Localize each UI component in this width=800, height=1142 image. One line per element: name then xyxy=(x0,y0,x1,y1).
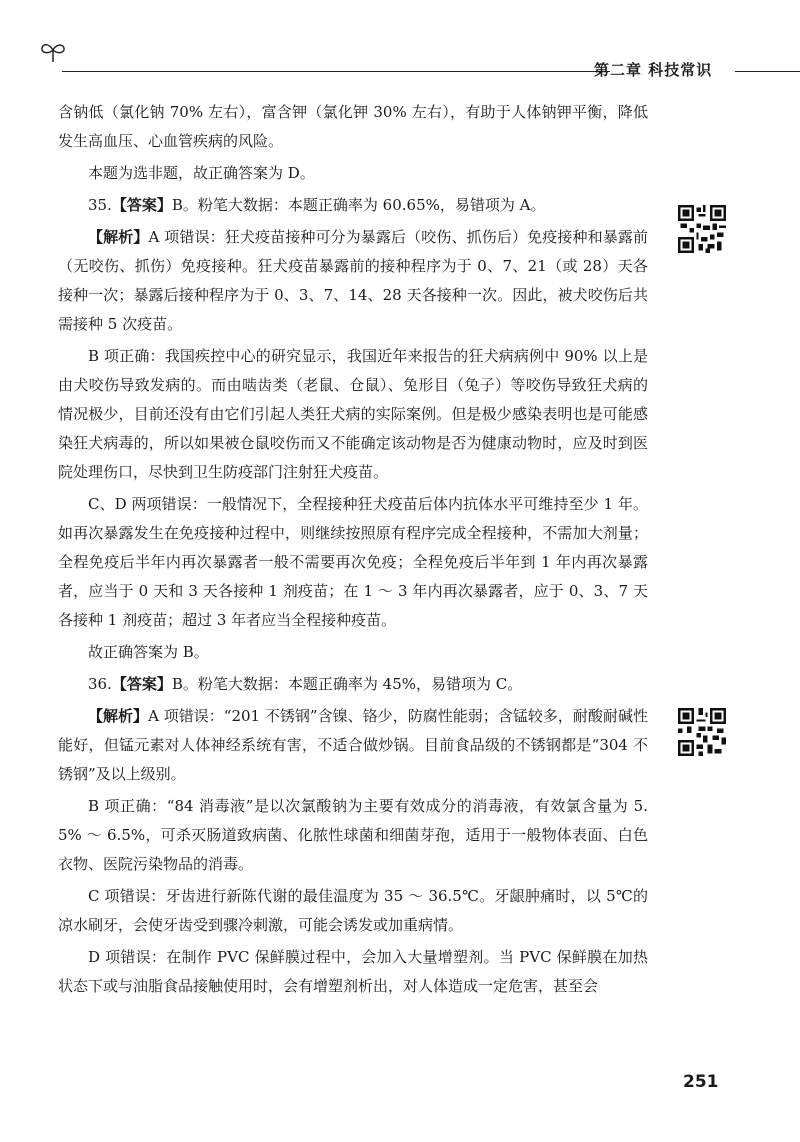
analysis-36-a: 【解析】A 项错误：“201 不锈钢”含镍、铬少，防腐性能弱；含锰较多，耐酸耐碱性能好，但锰元素对人体神经系统有害，不适合做炒锅。目前食品级的不锈钢都是“304 不锈钢”及以上级别。 xyxy=(58,707,648,783)
qr-code-icon[interactable] xyxy=(678,708,726,756)
sprout-icon xyxy=(38,40,68,64)
paragraph: 本题为选非题，故正确答案为 D。 xyxy=(88,164,315,182)
analysis-35-cd: C、D 两项错误：一般情况下，全程接种狂犬疫苗后体内抗体水平可维持至少 1 年。如再次暴露发生在免疫接种过程中，则继续按照原有程序完成全程接种，不需加大剂量；全程免疫后半年内再次暴露者一般不需要再次免疫；全程免疫后半年到 1 年内再次暴露者，应当于 0 天和 3 天各接种 1 剂疫苗；在 1 ～ 3 年内再次暴露者，应于 0、3、7 天各接种 1 剂疫苗；超过 3 年者应当全程接种疫苗。 xyxy=(58,495,648,629)
answer-35: 35.【答案】B。粉笔大数据：本题正确率为 60.65%，易错项为 A。 xyxy=(88,196,546,214)
header-rule-left xyxy=(62,71,610,72)
section-tag: 【解析】 xyxy=(88,228,149,246)
paragraph: 含钠低（氯化钠 70% 左右），富含钾（氯化钾 30% 左右），有助于人体钠钾平衡，降低发生高血压、心血管疾病的风险。 xyxy=(58,103,648,150)
analysis-36-c: C 项错误：牙齿进行新陈代谢的最佳温度为 35 ～ 36.5℃。牙龈肿痛时，以 5℃的凉水刷牙，会使牙齿受到骤冷刺激，可能会诱发或加重病情。 xyxy=(58,887,648,934)
analysis-35-a: 【解析】A 项错误：狂犬疫苗接种可分为暴露后（咬伤、抓伤后）免疫接种和暴露前（无咬伤、抓伤）免疫接种。狂犬疫苗暴露前的接种程序为于 0、7、21（或 28）天各接种一次；暴露后接种程序为于 0、3、7、14、28 天各接种一次。因此，被犬咬伤后共需接种 5 次疫苗。 xyxy=(58,228,648,333)
page-number: 251 xyxy=(683,1072,719,1092)
page-body xyxy=(58,98,648,1004)
section-tag: 【解析】 xyxy=(88,707,149,725)
paragraph: 故正确答案为 B。 xyxy=(88,643,209,661)
qr-code-icon[interactable] xyxy=(678,205,726,253)
section-tag: 【答案】 xyxy=(111,675,172,693)
analysis-36-d: D 项错误：在制作 PVC 保鲜膜过程中，会加入大量增塑剂。当 PVC 保鲜膜在加热状态下或与油脂食品接触使用时，会有增塑剂析出，对人体造成一定危害，甚至会 xyxy=(58,948,648,995)
analysis-35-b: B 项正确：我国疾控中心的研究显示，我国近年来报告的狂犬病病例中 90% 以上是由犬咬伤导致发病的。而由啮齿类（老鼠、仓鼠）、兔形目（兔子）等咬伤导致狂犬病的情况极少，目前还没有由它们引起人类狂犬病的实际案例。但是极少感染表明也是可能感染狂犬病毒的，所以如果被仓鼠咬伤而又不能确定该动物是否为健康动物时，应及时到医院处理伤口，尽快到卫生防疫部门注射狂犬疫苗。 xyxy=(58,347,648,481)
chapter-title: 第二章 科技常识 xyxy=(594,61,713,79)
page-header xyxy=(0,0,800,90)
analysis-36-b: B 项正确：“84 消毒液”是以次氯酸钠为主要有效成分的消毒液，有效氯含量为 5.5% ～ 6.5%，可杀灭肠道致病菌、化脓性球菌和细菌芽孢，适用于一般物体表面、白色衣物、医院污染物品的消毒。 xyxy=(58,797,648,873)
section-tag: 【答案】 xyxy=(111,196,172,214)
answer-36: 36.【答案】B。粉笔大数据：本题正确率为 45%，易错项为 C。 xyxy=(88,675,523,693)
header-rule-right xyxy=(735,71,800,72)
